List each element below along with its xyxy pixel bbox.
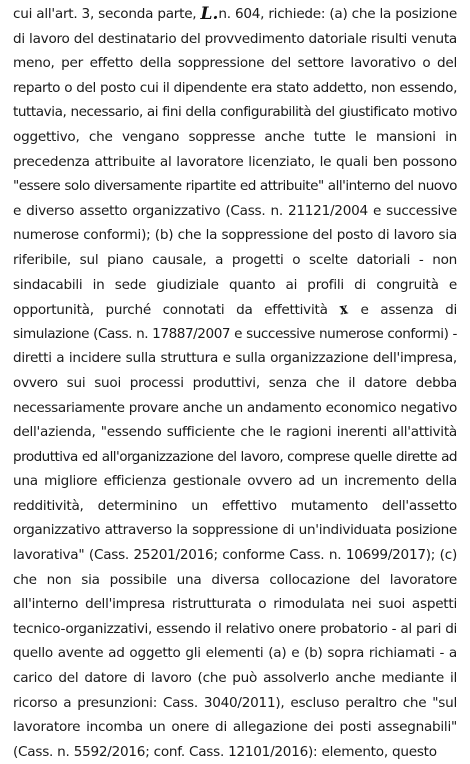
text-line: riferibile, sul piano causale, a progetti o scelte datoriali - non xyxy=(13,251,457,268)
text-line: oggettivo, che vengano soppresse anche tutte le mansioni in xyxy=(13,128,457,145)
text-line: simulazione (Cass. n. 17887/2007 e successive numerose conformi) - xyxy=(13,325,457,342)
text-line: numerose conformi); (b) che la soppressione del posto di lavoro sia xyxy=(13,227,457,244)
text-line: reparto o del posto cui il dipendente era stato addetto, non essendo, xyxy=(13,79,457,96)
text-line: di lavoro del destinatario del provvedimento datoriale risulti venuta xyxy=(13,30,457,47)
text-line: diretti a incidere sulla struttura e sulla organizzazione dell'impresa, xyxy=(13,350,457,367)
text-line: (Cass. n. 5592/2016; conf. Cass. 12101/2016): elemento, questo xyxy=(13,743,437,760)
text-line: dell'azienda, "essendo sufficiente che le ragioni inerenti all'attività xyxy=(13,424,457,441)
text-line: quello avente ad oggetto gli elementi (a) e (b) sopra richiamati - a xyxy=(13,645,457,662)
text-line: meno, per effetto della soppressione del settore lavorativo o del xyxy=(13,55,457,72)
handwritten-mark: L. xyxy=(200,4,219,24)
text-line: organizzativo attraverso la soppressione di un'individuata posizione xyxy=(13,522,457,539)
text-line: all'interno dell'impresa ristrutturata o rimodulata nei suoi aspetti xyxy=(13,596,457,613)
text-line: redditività, determinino un effettivo mutamento dell'assetto xyxy=(13,497,457,514)
text-segment: n. 604, richiede: (a) che la posizione xyxy=(218,6,457,22)
text-line: necessariamente provare anche un andamento economico negativo xyxy=(13,399,457,416)
text-line: lavorativa" (Cass. 25201/2016; conforme Cass. n. 10699/2017); (c) xyxy=(13,547,457,564)
text-line: carico del datore di lavoro (che può assolverlo anche mediante il xyxy=(13,670,457,687)
text-line: e diverso assetto organizzativo (Cass. n. 21121/2004 e successive xyxy=(13,202,457,219)
text-line: lavoratore incomba un onere di allegazione dei posti assegnabili" xyxy=(13,719,457,736)
text-segment: cui all'art. 3, seconda parte, xyxy=(13,6,201,22)
text-line: tecnico-organizzativi, essendo il relativo onere probatorio - al pari di xyxy=(13,620,457,637)
text-line xyxy=(13,297,457,322)
text-line: "essere solo diversamente ripartite ed attribuite" all'interno del nuovo xyxy=(13,178,457,195)
text-line: ovvero sui suoi processi produttivi, senza che il datore debba xyxy=(13,374,457,391)
text-line xyxy=(13,2,457,27)
text-line: precedenza attribuite al lavoratore licenziato, le quali ben possono xyxy=(13,153,457,170)
text-line: che non sia possibile una diversa collocazione del lavoratore xyxy=(13,571,457,588)
handwritten-mark: x xyxy=(338,298,350,319)
text-line: sindacabili in sede giudiziale quanto ai profili di congruità e xyxy=(13,276,457,293)
text-line: una migliore efficienza gestionale ovvero ad un incremento della xyxy=(13,473,457,490)
text-line: produttiva ed all'organizzazione del lavoro, comprese quelle dirette ad xyxy=(13,448,457,465)
text-line: tuttavia, necessario, ai fini della configurabilità del giustificato motivo xyxy=(13,104,457,121)
text-segment: e assenza di xyxy=(348,302,457,319)
text-segment: opportunità, purché connotati da effettività xyxy=(13,302,340,319)
document-page xyxy=(13,2,457,764)
text-line: ricorso a presunzioni: Cass. 3040/2011), escluso peraltro che "sul xyxy=(13,694,457,711)
